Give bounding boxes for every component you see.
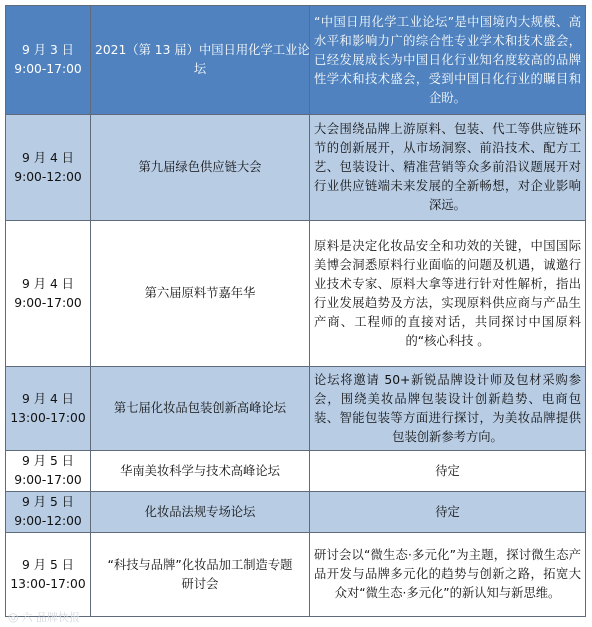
time-text: 9:00-12:00 <box>14 514 82 528</box>
event-name-line: 坛 <box>193 62 207 76</box>
description-cell: 论坛将邀请 50+新锐品牌设计师及包材采购参会，围绕美妆品牌包装设计创新趋势、电商包装、智能包装等方面进行探讨，为美妆品牌提供包装创新参考方向。 <box>310 367 586 451</box>
watermark-text: 六 品牌快报 <box>21 611 80 624</box>
weibo-logo-icon: ◎ <box>8 610 19 624</box>
date-text: 9 月 5 日 <box>22 454 74 468</box>
time-cell <box>6 115 91 221</box>
description-cell: 研讨会以“微生态·多元化”为主题，探讨微生态产品开发与品牌多元化的趋势与创新之路，拓宽大众对“微生态·多元化”的新认知与新思维。 <box>310 533 586 617</box>
date-text: 9 月 5 日 <box>22 495 74 509</box>
time-text: 13:00-17:00 <box>10 410 86 425</box>
event-cell <box>91 6 310 115</box>
table-row <box>6 115 586 221</box>
event-cell <box>91 451 310 492</box>
table-row <box>6 533 586 617</box>
date-text: 9 月 4 日 <box>22 391 74 406</box>
time-text: 9:00-12:00 <box>14 169 82 184</box>
event-name-line: 研讨会 <box>181 576 219 591</box>
event-name-line: 2021（第 13 届）中国日用化学工业论 <box>95 43 310 57</box>
date-text: 9 月 4 日 <box>22 150 74 165</box>
table-row <box>6 221 586 367</box>
time-cell <box>6 367 91 451</box>
time-text: 13:00-17:00 <box>10 576 86 591</box>
status-cell: 待定 <box>310 451 586 492</box>
event-cell <box>91 221 310 367</box>
event-name-line: “科技与品牌”化妆品加工制造专题 <box>107 557 293 572</box>
description-cell: “中国日用化学工业论坛”是中国境内大规模、高水平和影响力广的综合性专业学术和技术盛会，已经发展成长为中国日化行业知名度较高的品牌性学术和技术盛会，受到中国日化行业的瞩目和企盼。 <box>310 6 586 115</box>
date-text: 9 月 4 日 <box>22 276 74 291</box>
event-name-line: 第九届绿色供应链大会 <box>138 160 262 174</box>
forum-schedule-table <box>5 5 586 617</box>
time-text: 9:00-17:00 <box>14 295 82 310</box>
time-text: 9:00-17:00 <box>14 62 82 76</box>
event-name-line: 第六届原料节嘉年华 <box>144 286 256 300</box>
time-cell <box>6 533 91 617</box>
table-row <box>6 367 586 451</box>
event-cell <box>91 367 310 451</box>
time-cell <box>6 492 91 533</box>
time-text: 9:00-17:00 <box>14 473 82 487</box>
table-row <box>6 492 586 533</box>
table-row <box>6 451 586 492</box>
description-cell: 大会围绕品牌上游原料、包装、代工等供应链环节的创新展开，从市场洞察、前沿技术、配方工艺、包装设计、精准营销等众多前沿议题展开对行业供应链端未来发展的全新畅想，对企业影响深远。 <box>310 115 586 221</box>
time-cell <box>6 221 91 367</box>
table-row <box>6 6 586 115</box>
date-text: 9 月 5 日 <box>22 557 74 572</box>
description-cell: 原料是决定化妆品安全和功效的关键，中国国际美博会洞悉原料行业面临的问题及机遇，诚邀行业技术专家、原料大拿等进行针对性解析，指出行业发展趋势及方法，实现原料供应商与产品生产商、工程师的直接对话，共同探讨中国原料的“核心科技 。 <box>310 221 586 367</box>
status-cell: 待定 <box>310 492 586 533</box>
event-name-line: 华南美妆科学与技术高峰论坛 <box>120 463 280 478</box>
event-cell <box>91 533 310 617</box>
time-cell <box>6 451 91 492</box>
event-cell <box>91 115 310 221</box>
watermark <box>8 609 80 625</box>
event-cell <box>91 492 310 533</box>
event-name-line: 化妆品法规专场论坛 <box>144 504 256 519</box>
time-cell <box>6 6 91 115</box>
event-name-line: 第七届化妆品包装创新高峰论坛 <box>113 401 287 415</box>
date-text: 9 月 3 日 <box>22 43 74 57</box>
